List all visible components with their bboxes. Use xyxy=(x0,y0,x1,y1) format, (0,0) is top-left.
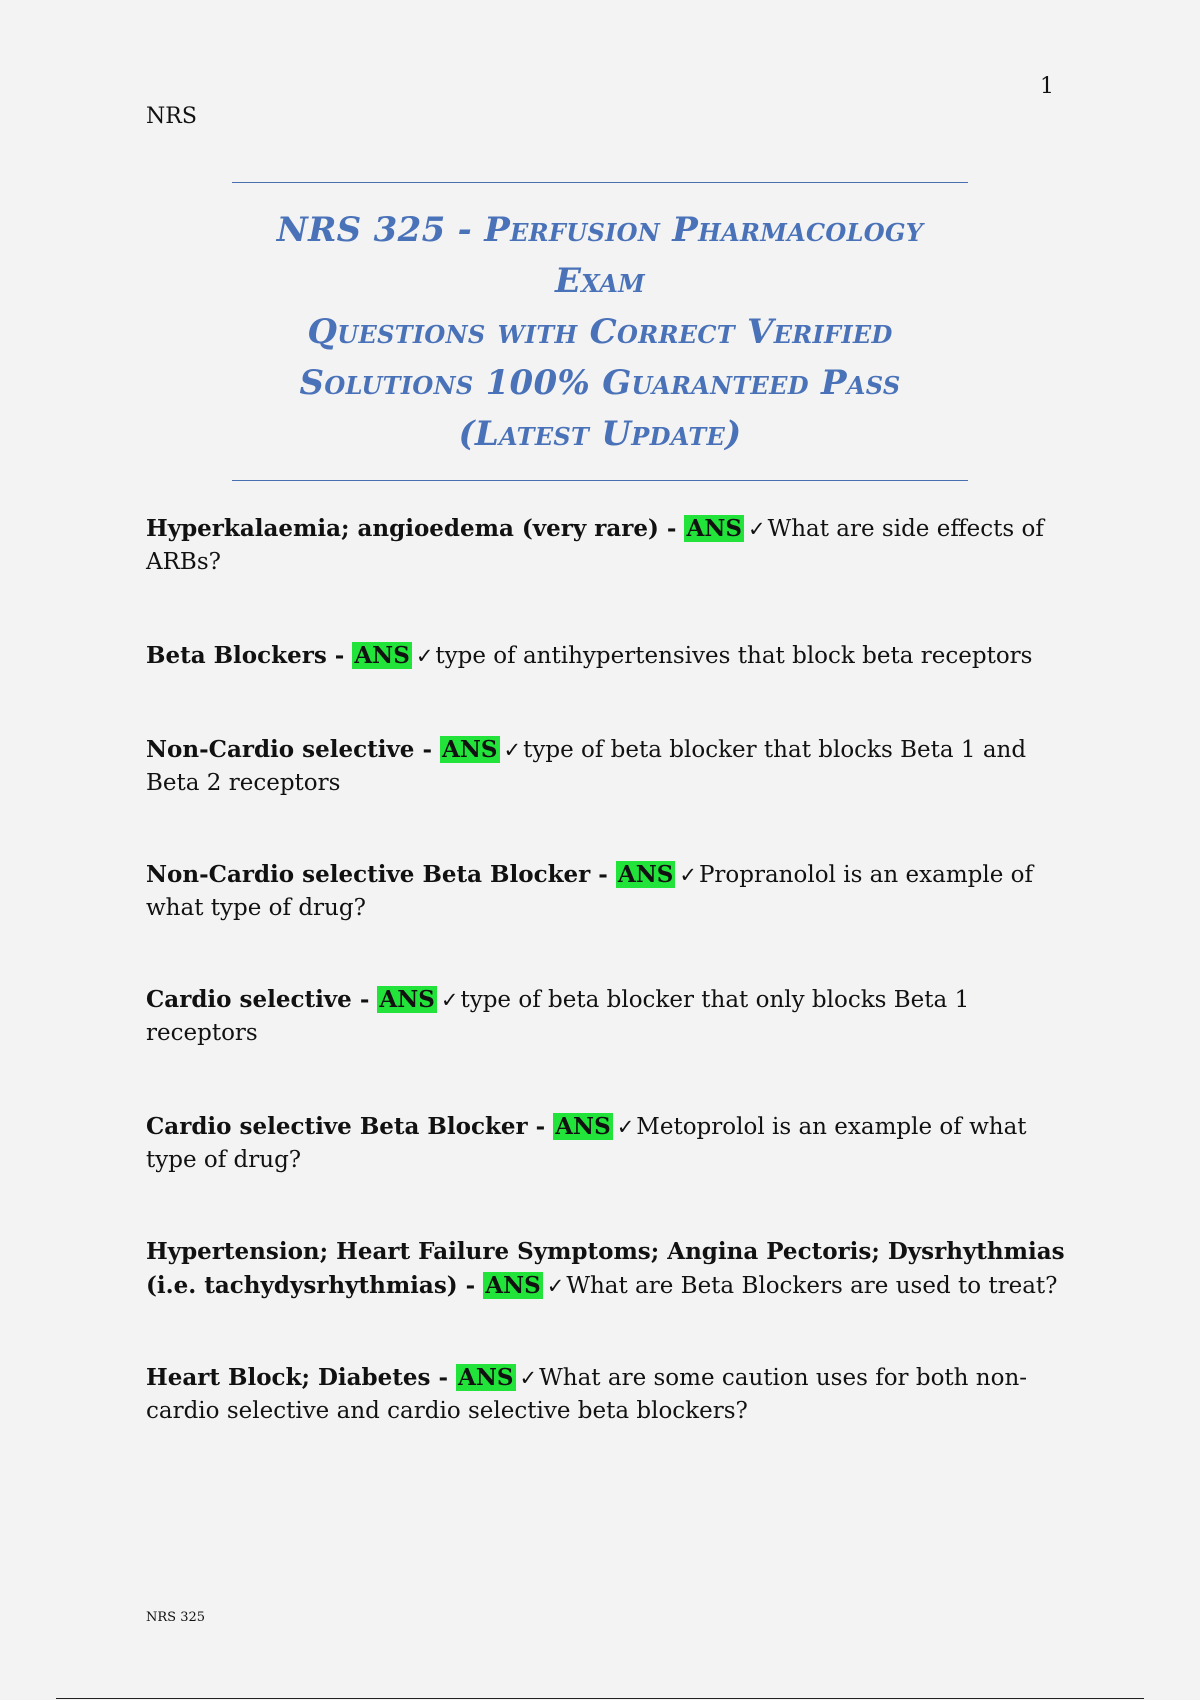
ans-marker: ANS xyxy=(442,736,498,763)
ans-marker: ANS xyxy=(379,986,435,1013)
ans-marker: ANS xyxy=(458,1364,514,1391)
qa-question: What are Beta Blockers are used to treat? xyxy=(566,1273,1058,1299)
title-line: Solutions 100% Guaranteed Pass xyxy=(299,363,901,403)
document-title xyxy=(232,182,968,481)
qa-term: Heart Block; Diabetes xyxy=(146,1364,431,1391)
qa-question: type of antihypertensives that block beta receptors xyxy=(435,643,1033,669)
qa-term: Non-Cardio selective Beta Blocker xyxy=(146,861,591,888)
qa-term: Hypertension; Heart Failure Symptoms; Angina Pectoris; Dysrhythmias (i.e. tachydysrhythmias) xyxy=(146,1238,1065,1299)
qa-question: type of beta blocker that blocks Beta 1 and Beta 2 receptors xyxy=(146,737,1027,796)
ans-marker: ANS xyxy=(555,1113,611,1140)
title-line: Questions with Correct Verified xyxy=(307,312,893,352)
ans-marker: ANS xyxy=(686,515,742,542)
qa-term: Cardio selective xyxy=(146,986,352,1013)
check-icon: ✓ xyxy=(519,1366,538,1390)
qa-question: type of beta blocker that only blocks Beta 1 receptors xyxy=(146,987,970,1046)
qa-question: What are some caution uses for both non-cardio selective and cardio selective beta blockers? xyxy=(146,1365,1028,1424)
qa-item: Heart Block; Diabetes - ANS ✓What are some caution uses for both non-cardio selective and cardio selective beta blockers? xyxy=(146,1364,1028,1424)
check-icon: ✓ xyxy=(616,1115,635,1139)
qa-item: Non-Cardio selective - ANS ✓type of beta blocker that blocks Beta 1 and Beta 2 receptors xyxy=(146,736,1027,796)
qa-question: What are side effects of ARBs? xyxy=(146,516,1044,575)
page-bottom-rule xyxy=(56,1698,1144,1699)
qa-item: Beta Blockers - ANS ✓type of antihypertensives that block beta receptors xyxy=(146,642,1033,669)
ans-marker: ANS xyxy=(485,1272,541,1299)
qa-list xyxy=(146,512,1066,1428)
qa-item: Cardio selective - ANS ✓type of beta blocker that only blocks Beta 1 receptors xyxy=(146,986,970,1046)
qa-term: Cardio selective Beta Blocker xyxy=(146,1113,528,1140)
qa-item: Non-Cardio selective Beta Blocker - ANS ✓Propranolol is an example of what type of drug? xyxy=(146,861,1033,921)
check-icon: ✓ xyxy=(415,644,434,668)
qa-question: Propranolol is an example of what type of drug? xyxy=(146,862,1033,921)
check-icon: ✓ xyxy=(503,738,522,762)
check-icon: ✓ xyxy=(440,988,459,1012)
qa-term: Non-Cardio selective xyxy=(146,736,415,763)
header-label: NRS xyxy=(146,104,197,129)
qa-item: Cardio selective Beta Blocker - ANS ✓Metoprolol is an example of what type of drug? xyxy=(146,1113,1027,1173)
title-line: NRS 325 - Perfusion Pharmacology Exam xyxy=(276,210,924,301)
check-icon: ✓ xyxy=(679,863,697,887)
qa-item: Hyperkalaemia; angioedema (very rare) - ANS ✓What are side effects of ARBs? xyxy=(146,515,1044,575)
check-icon: ✓ xyxy=(747,517,766,541)
qa-item: Hypertension; Heart Failure Symptoms; Angina Pectoris; Dysrhythmias (i.e. tachydysrhythmias) - ANS ✓What are Beta Blockers are used to treat? xyxy=(146,1238,1065,1299)
title-line: (Latest Update) xyxy=(458,414,742,454)
page-number: 1 xyxy=(1040,74,1054,99)
ans-marker: ANS xyxy=(354,642,410,669)
footer-label: NRS 325 xyxy=(146,1610,206,1625)
qa-question: Metoprolol is an example of what type of drug? xyxy=(146,1114,1027,1173)
check-icon: ✓ xyxy=(546,1274,565,1298)
ans-marker: ANS xyxy=(617,861,674,888)
qa-term: Beta Blockers xyxy=(146,642,327,669)
qa-term: Hyperkalaemia; angioedema (very rare) xyxy=(146,515,659,542)
